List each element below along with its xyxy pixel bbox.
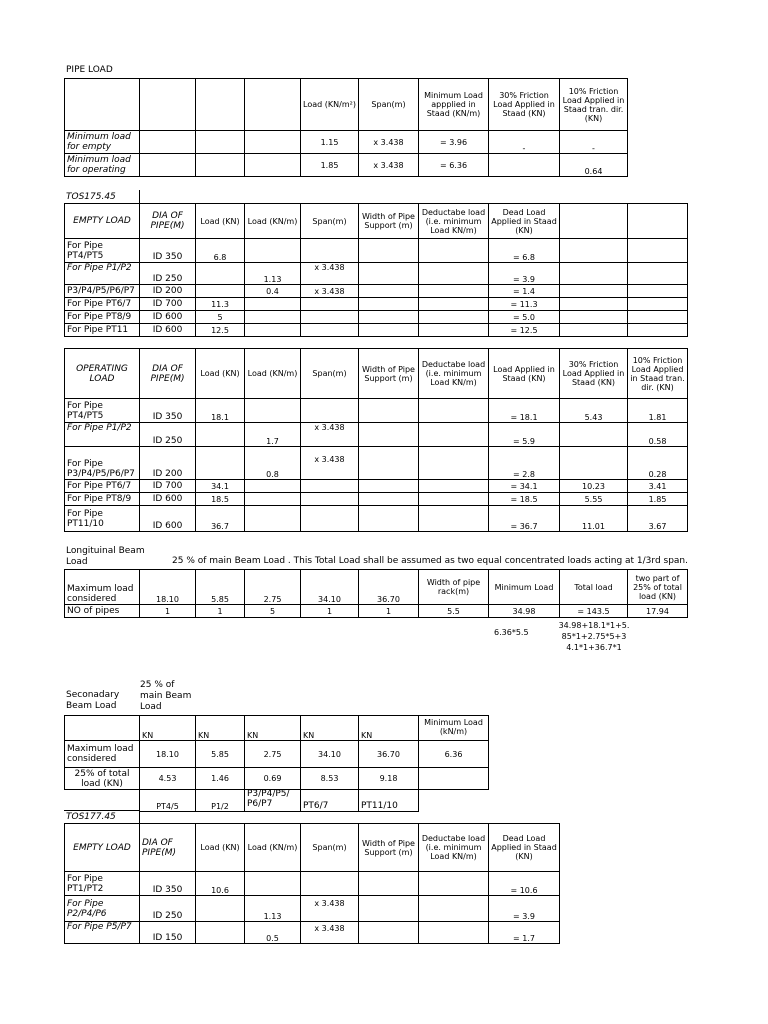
formula-total-load: 34.98+18.1*1+5.85*1+2.75*5+34.1*1+36.7*1 — [558, 621, 630, 652]
tos177-label-cell: TOS177.45 — [64, 810, 140, 824]
table-row: For Pipe PT6/7 ID 700 34.1 = 34.1 10.23 3.41 — [65, 480, 688, 493]
table-row: For Pipe PT11/10 ID 600 36.7 = 36.7 11.01 3.67 — [65, 506, 688, 532]
table-row: P3/P4/P5/P6/P7 ID 200 0.4 x 3.438 = 1.4 — [65, 285, 688, 298]
operating-load-table — [64, 348, 688, 532]
secondary-pipes-row — [139, 787, 419, 812]
tos175-label-cell: TOS175.45 — [64, 190, 140, 203]
longitudinal-note: 25 % of main Beam Load . This Total Load shall be assumed as two equal concentrated loads acting at 1/3rd span. — [172, 556, 689, 566]
table-row: Minimum load for empty 1.15 x 3.438 = 3.96 - - — [65, 131, 628, 154]
table-header: EMPTY LOAD DIA OF PIPE(M) Load (KN) Load (KN/m) Span(m) Width of Pipe Support (m) Deductabe load (i.e. minimum Load KN/m) Dead Load Applied in Staad (KN) — [65, 204, 688, 239]
table-row: PT4/5 P1/2 P3/P4/P5/ P6/P7 PT6/7 PT11/10 — [140, 787, 419, 811]
longitudinal-title: Longituinal Beam Load — [66, 546, 145, 567]
table-row: 25% of total load (KN) 4.53 1.46 0.69 8.53 9.18 — [65, 768, 489, 790]
table-header: EMPTY LOAD DIA OF PIPE(M) Load (KN) Load (KN/m) Span(m) Width of Pipe Support (m) Deductabe load (i.e. minimum Load KN/m) Dead Load Applied in Staad (KN) — [65, 824, 560, 872]
table-row: For Pipe P3/P4/P5/P6/P7 ID 200 0.8 x 3.438 = 2.8 0.28 — [65, 447, 688, 480]
table-row: For Pipe P5/P7 ID 150 0.5 x 3.438 = 1.7 — [65, 922, 560, 944]
pipe-load-title: PIPE LOAD — [66, 65, 113, 75]
table-row: For Pipe PT8/9 ID 600 5 = 5.0 — [65, 311, 688, 324]
table-header: OPERATING LOAD DIA OF PIPE(M) Load (KN) Load (KN/m) Span(m) Width of Pipe Support (m) Deductabe load (i.e. minimum Load KN/m) Load Applied in Staad (KN) 30% Friction Load Applied in Staad (KN) 10% Friction Load Applied in Staad tran. dir. (KN) — [65, 349, 688, 399]
header-friction-30: 30% Friction Load Applied in Staad (KN) — [489, 79, 560, 131]
table-row: For Pipe PT4/PT5 ID 350 18.1 = 18.1 5.43 1.81 — [65, 399, 688, 423]
longitudinal-table — [64, 569, 688, 618]
table-row: Maximum load considered 18.10 5.85 2.75 34.10 36.70 Width of pipe rack(m) Minimum Load Total load two part of 25% of total load (KN) — [65, 570, 688, 605]
table-header — [65, 79, 628, 131]
header-friction-10: 10% Friction Load Applied in Staad tran. dir. (KN) — [560, 79, 628, 131]
table-row: For Pipe PT1/PT2 ID 350 10.6 = 10.6 — [65, 872, 560, 896]
table-row: For Pipe PT8/9 ID 600 18.5 = 18.5 5.55 1.85 — [65, 493, 688, 506]
table-row: For Pipe P2/P4/P6 ID 250 1.13 x 3.438 = 3.9 — [65, 896, 560, 922]
secondary-percent: 25 % of main Beam Load — [140, 680, 192, 712]
secondary-table — [64, 715, 489, 790]
table-row: For Pipe P1/P2 ID 250 1.13 x 3.438 = 3.9 — [65, 263, 688, 285]
table-row: Maximum load considered 18.10 5.85 2.75 34.10 36.70 6.36 — [65, 741, 489, 768]
empty-load-table — [64, 203, 688, 337]
pipe-load-table — [64, 78, 628, 177]
empty-load-table-2 — [64, 823, 560, 944]
table-row: For Pipe PT11 ID 600 12.5 = 12.5 — [65, 324, 688, 337]
header-span: Span(m) — [359, 79, 419, 131]
secondary-title: Seconadary Beam Load — [66, 690, 120, 711]
formula-min-load: 6.36*5.5 — [494, 628, 529, 637]
table-row: For Pipe PT6/7 ID 700 11.3 = 11.3 — [65, 298, 688, 311]
table-row: Minimum load for operating 1.85 x 3.438 = 6.36 0.64 — [65, 154, 628, 177]
table-row: NO of pipes 1 1 5 1 1 5.5 34.98 = 143.5 17.94 — [65, 605, 688, 618]
table-header: KN KN KN KN KN Minimum Load (kN/m) — [65, 716, 489, 741]
header-min-load: Minimum Load appplied in Staad (KN/m) — [419, 79, 489, 131]
table-row: For Pipe P1/P2 ID 250 1.7 x 3.438 = 5.9 0.58 — [65, 423, 688, 447]
table-row: For Pipe PT4/PT5 ID 350 6.8 = 6.8 — [65, 239, 688, 263]
header-load: Load (KN/m²) — [301, 79, 359, 131]
